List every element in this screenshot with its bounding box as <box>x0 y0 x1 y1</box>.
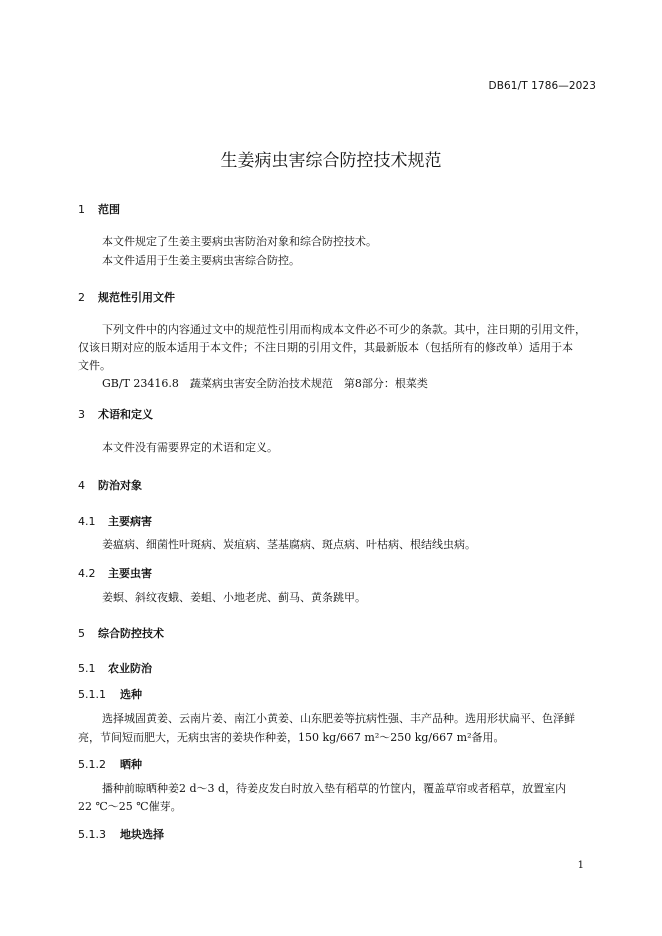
paragraph-line: 播种前晾晒种姜2 d～3 d，待姜皮发白时放入垫有稻草的竹筐内，覆盖草帘或者稻草，放置室内 <box>102 782 567 795</box>
section-title: 地块选择 <box>120 828 164 841</box>
subsection-5-1-1-heading <box>78 686 142 702</box>
document-title: 生姜病虫害综合防控技术规范 <box>220 151 442 171</box>
paragraph: 本文件没有需要界定的术语和定义。 <box>102 441 278 454</box>
subsection-4-2-heading <box>78 565 152 581</box>
subsection-4-1-heading <box>78 513 152 529</box>
section-number: 3 <box>78 408 85 421</box>
section-5-heading <box>78 625 164 641</box>
paragraph-line: 亮，节间短而肥大，无病虫害的姜块作种姜，150 kg/667 m²～250 kg/667 m²备用。 <box>78 731 505 744</box>
normative-reference: GB/T 23416.8 蔬菜病虫害安全防治技术规范 第8部分：根菜类 <box>102 377 428 390</box>
standard-code: DB61/T 1786—2023 <box>488 80 596 92</box>
paragraph: 本文件适用于生姜主要病虫害综合防控。 <box>102 254 300 267</box>
section-number: 5.1.3 <box>78 828 106 841</box>
paragraph-line: 下列文件中的内容通过文中的规范性引用而构成本文件必不可少的条款。其中，注日期的引用文件， <box>102 323 586 336</box>
section-number: 4.2 <box>78 567 96 580</box>
section-number: 2 <box>78 291 85 304</box>
section-title: 晒种 <box>120 758 142 771</box>
section-title: 农业防治 <box>108 662 152 675</box>
section-number: 5.1.2 <box>78 758 106 771</box>
subsection-5-1-2-heading <box>78 756 142 772</box>
section-title: 主要虫害 <box>108 567 152 580</box>
section-title: 范围 <box>98 203 120 216</box>
section-2-heading <box>78 289 175 305</box>
section-title: 防治对象 <box>98 479 142 492</box>
page-number: 1 <box>577 860 584 871</box>
subsection-5-1-heading <box>78 660 152 676</box>
paragraph-line: 文件。 <box>78 359 111 372</box>
paragraph: 本文件规定了生姜主要病虫害防治对象和综合防控技术。 <box>102 235 377 248</box>
section-number: 1 <box>78 203 85 216</box>
section-title: 主要病害 <box>108 515 152 528</box>
section-number: 5 <box>78 627 85 640</box>
section-4-heading <box>78 477 142 493</box>
section-title: 选种 <box>120 688 142 701</box>
subsection-5-1-3-heading <box>78 826 164 842</box>
section-number: 5.1.1 <box>78 688 106 701</box>
section-title: 术语和定义 <box>98 408 153 421</box>
paragraph-line: 仅该日期对应的版本适用于本文件；不注日期的引用文件，其最新版本（包括所有的修改单）适用于本 <box>78 341 573 354</box>
paragraph-line: 22 ℃～25 ℃催芽。 <box>78 800 182 813</box>
section-number: 4 <box>78 479 85 492</box>
section-number: 4.1 <box>78 515 96 528</box>
section-number: 5.1 <box>78 662 96 675</box>
section-title: 规范性引用文件 <box>98 291 175 304</box>
paragraph: 姜瘟病、细菌性叶斑病、炭疽病、茎基腐病、斑点病、叶枯病、根结线虫病。 <box>102 538 476 551</box>
section-3-heading <box>78 406 153 422</box>
paragraph: 姜螟、斜纹夜蛾、姜蛆、小地老虎、蓟马、黄条跳甲。 <box>102 591 366 604</box>
section-1-heading <box>78 201 120 217</box>
section-title: 综合防控技术 <box>98 627 164 640</box>
paragraph-line: 选择城固黄姜、云南片姜、南江小黄姜、山东肥姜等抗病性强、丰产品种。选用形状扁平、色泽鲜 <box>102 712 575 725</box>
